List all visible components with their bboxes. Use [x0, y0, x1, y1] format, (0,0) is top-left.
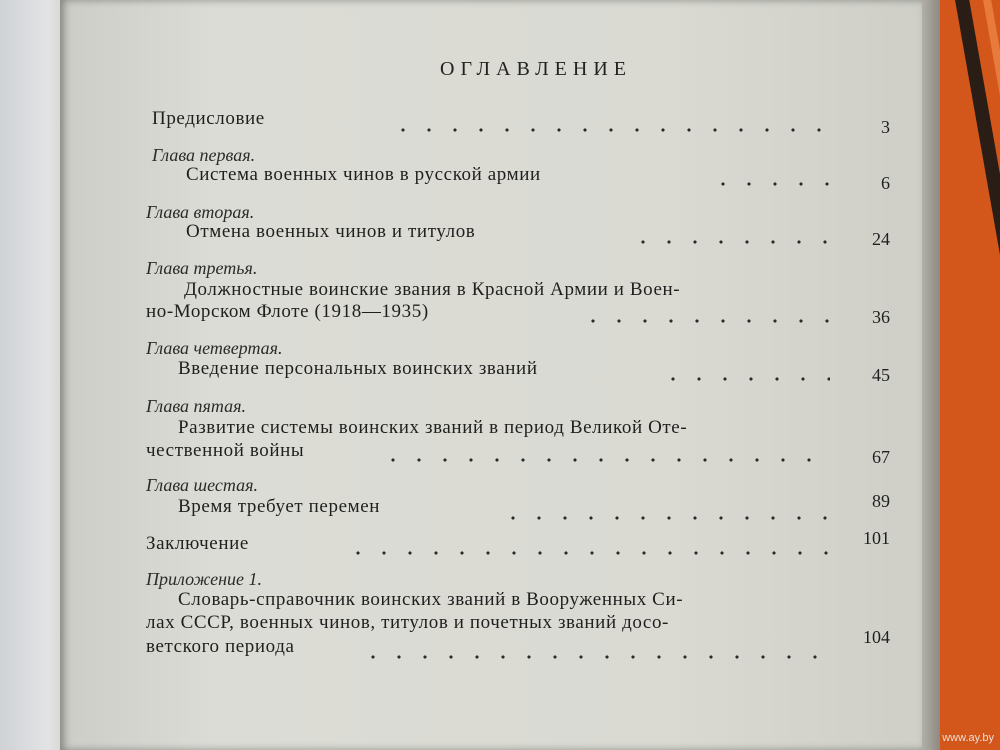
toc-entry-conclusion: Заключение [146, 533, 249, 554]
chapter-label: Глава пятая. [146, 396, 246, 416]
leader-dots [710, 182, 830, 186]
appendix-title-line2: лах СССР, военных чинов, титулов и почетных званий досо- [146, 612, 669, 633]
cover-stripe-dark [948, 0, 1000, 750]
book-page [60, 0, 922, 750]
chapter-label: Глава вторая. [146, 202, 255, 222]
chapter-title-line2: чественной войны [146, 440, 305, 461]
leader-dots [390, 128, 830, 132]
watermark: www.ay.by [942, 732, 994, 744]
chapter-title-line1: Должностные воинские звания в Красной Армии и Воен- [184, 279, 681, 300]
page-number: 24 [872, 229, 890, 249]
toc-entry-preface: Предисловие [152, 108, 265, 129]
background-left [0, 0, 68, 750]
page-number: 89 [872, 491, 890, 511]
chapter-title: Система военных чинов в русской армии [186, 164, 541, 185]
appendix-title-line3: ветского периода [146, 636, 295, 657]
chapter-label: Глава первая. [152, 145, 256, 165]
chapter-title-line1: Развитие системы воинских званий в период Великой Оте- [178, 417, 688, 438]
table-of-contents [60, 0, 922, 750]
page-number: 45 [872, 365, 890, 385]
leader-dots [500, 516, 830, 520]
leader-dots [660, 377, 830, 381]
leader-dots [380, 458, 830, 462]
leader-dots [360, 655, 830, 659]
page-number: 3 [881, 117, 890, 137]
chapter-label: Глава третья. [146, 258, 258, 278]
chapter-title: Введение персональных воинских званий [178, 358, 538, 379]
chapter-label: Глава четвертая. [146, 338, 283, 358]
leader-dots [630, 240, 830, 244]
chapter-title: Отмена военных чинов и титулов [186, 221, 476, 242]
page-number: 36 [872, 307, 890, 327]
page-number: 67 [872, 447, 890, 467]
leader-dots [345, 551, 830, 555]
leader-dots [580, 319, 830, 323]
chapter-title-line2: но-Морском Флоте (1918—1935) [146, 301, 429, 322]
chapter-title: Время требует перемен [178, 496, 381, 517]
chapter-label: Глава шестая. [146, 475, 258, 495]
appendix-title-line1: Словарь-справочник воинских званий в Вооруженных Си- [178, 589, 684, 610]
page-number: 101 [863, 528, 890, 548]
page-title: ОГЛАВЛЕНИЕ [440, 58, 632, 80]
page-number: 6 [881, 173, 890, 193]
page-number: 104 [863, 627, 890, 647]
appendix-label: Приложение 1. [146, 569, 263, 589]
